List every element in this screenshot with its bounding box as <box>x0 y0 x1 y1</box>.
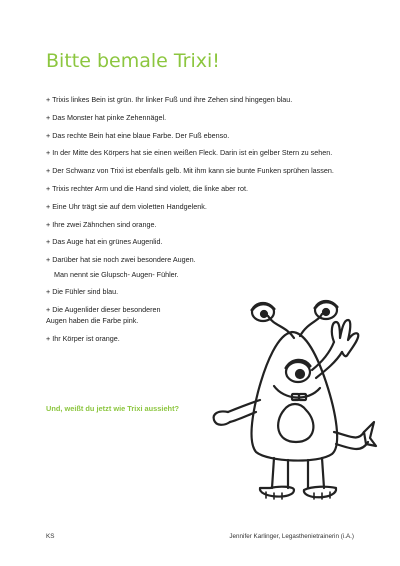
belly-patch <box>278 404 313 442</box>
mouth <box>274 386 320 398</box>
left-foot-icon <box>260 487 294 497</box>
instruction-item: + Die Fühler sind blau. <box>46 287 119 297</box>
closing-question: Und, weißt du jetzt wie Trixi aussieht? <box>46 404 180 413</box>
instruction-item: Augen haben die Farbe pink. <box>46 315 139 325</box>
tail <box>334 432 364 437</box>
instruction-item: + In der Mitte des Körpers hat sie einen weißen Fleck. Darin ist ein gelber Stern zu sehen. <box>46 148 333 158</box>
instruction-item: + Die Augenlider dieser besonderen <box>46 305 161 315</box>
instruction-item: + Ihr Körper ist orange. <box>46 333 120 343</box>
left-antenna <box>268 316 294 338</box>
instruction-item: + Das rechte Bein hat eine blaue Farbe. Der Fuß ebenso. <box>46 130 230 140</box>
footer-author: Jennifer Karlinger, Legasthenietrainerin (i.A.) <box>229 533 354 540</box>
instruction-item: + Trixis rechter Arm und die Hand sind violett, die linke aber rot. <box>46 183 248 193</box>
instruction-item: + Trixis linkes Bein ist grün. Ihr linker Fuß und ihre Zehen sind hingegen blau. <box>46 95 293 104</box>
instruction-item: + Der Schwanz von Trixi ist ebenfalls gelb. Mit ihm kann sie bunte Funken sprühen lassen. <box>46 166 334 176</box>
footer-initials: KS <box>46 533 55 540</box>
waving-hand-icon <box>332 320 358 356</box>
instruction-item: + Darüber hat sie noch zwei besondere Augen. <box>46 255 196 265</box>
left-leg <box>272 458 274 488</box>
instruction-item: + Eine Uhr trägt sie auf dem violetten Handgelenk. <box>46 201 207 211</box>
instruction-item: + Das Monster hat pinke Zehennägel. <box>46 112 167 122</box>
tail-tip-icon <box>364 422 376 446</box>
instruction-item: + Das Auge hat ein grünes Augenlid. <box>46 237 163 247</box>
instruction-item: Man nennt sie Glupsch- Augen- Fühler. <box>54 269 179 279</box>
right-foot-icon <box>304 487 336 498</box>
instruction-item: + Ihre zwei Zähnchen sind orange. <box>46 219 157 229</box>
monster-coloring-illustration <box>208 292 378 502</box>
left-hand-icon <box>214 411 230 424</box>
page-title: Bitte bemale Trixi! <box>46 50 220 72</box>
